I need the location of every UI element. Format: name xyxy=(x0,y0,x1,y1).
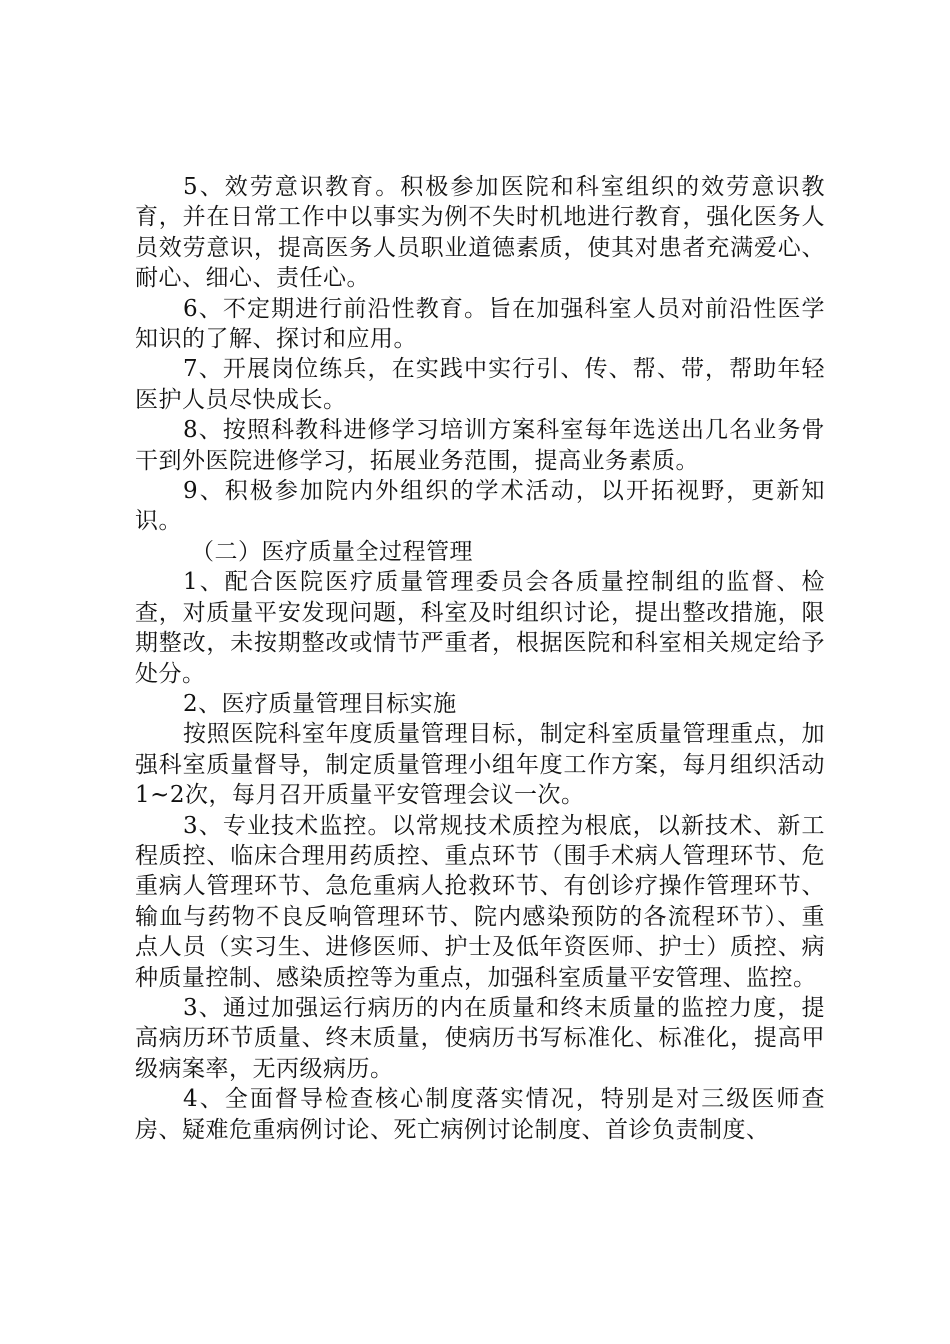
paragraph-frontier-education: 6、不定期进行前沿性教育。旨在加强科室人员对前沿性医学知识的了解、探讨和应用。 xyxy=(135,295,825,353)
paragraph-academic-activities: 9、积极参加院内外组织的学术活动，以开拓视野，更新知识。 xyxy=(135,478,825,535)
paragraph-quality-goals-heading: 2、医疗质量管理目标实施 xyxy=(183,690,457,717)
paragraph-core-systems: 4、全面督导检查核心制度落实情况，特别是对三级医师查房、疑难危重病例讨论、死亡病例讨论制度、首诊负责制度、 xyxy=(135,1086,825,1143)
paragraph-medical-records: 3、通过加强运行病历的内在质量和终末质量的监控力度，提高病历环节质量、终末质量，使病历书写标准化、标准化，提高甲级病案率，无丙级病历。 xyxy=(135,994,825,1082)
paragraph-quality-supervision: 1、配合医院医疗质量管理委员会各质量控制组的监督、检查，对质量平安发现问题，科室及时组织讨论，提出整改措施，限期整改，未按期整改或情节严重者，根据医院和科室相关规定给予处分。 xyxy=(135,569,825,687)
paragraph-quality-goals: 按照医院科室年度质量管理目标，制定科室质量管理重点，加强科室质量督导，制定质量管理小组年度工作方案，每月组织活动1~2次，每月召开质量平安管理会议一次。 xyxy=(135,721,825,809)
paragraph-further-study: 8、按照科教科进修学习培训方案科室每年选送出几名业务骨干到外医院进修学习，拓展业务范围，提高业务素质。 xyxy=(135,417,825,474)
paragraph-job-training: 7、开展岗位练兵，在实践中实行引、传、帮、带，帮助年轻医护人员尽快成长。 xyxy=(135,356,825,413)
paragraph-service-awareness: 5、效劳意识教育。积极参加医院和科室组织的效劳意识教育，并在日常工作中以事实为例不失时机地进行教育，强化医务人员效劳意识，提高医务人员职业道德素质，使其对患者充满爱心、耐心、细心、责任心。 xyxy=(135,174,825,292)
section-heading-quality-management: （二）医疗质量全过程管理 xyxy=(191,538,473,565)
document-body xyxy=(135,172,825,1145)
paragraph-technical-monitoring: 3、专业技术监控。以常规技术质控为根底，以新技术、新工程质控、临床合理用药质控、重点环节（围手术病人管理环节、危重病人管理环节、急危重病人抢救环节、有创诊疗操作管理环节、输血与药物不良反响管理环节、院内感染预防的各流程环节）、重点人员（实习生、进修医师、护士及低年资医师、护士）质控、病种质量控制、感染质控等为重点，加强科室质量平安管理、监控。 xyxy=(135,812,825,991)
